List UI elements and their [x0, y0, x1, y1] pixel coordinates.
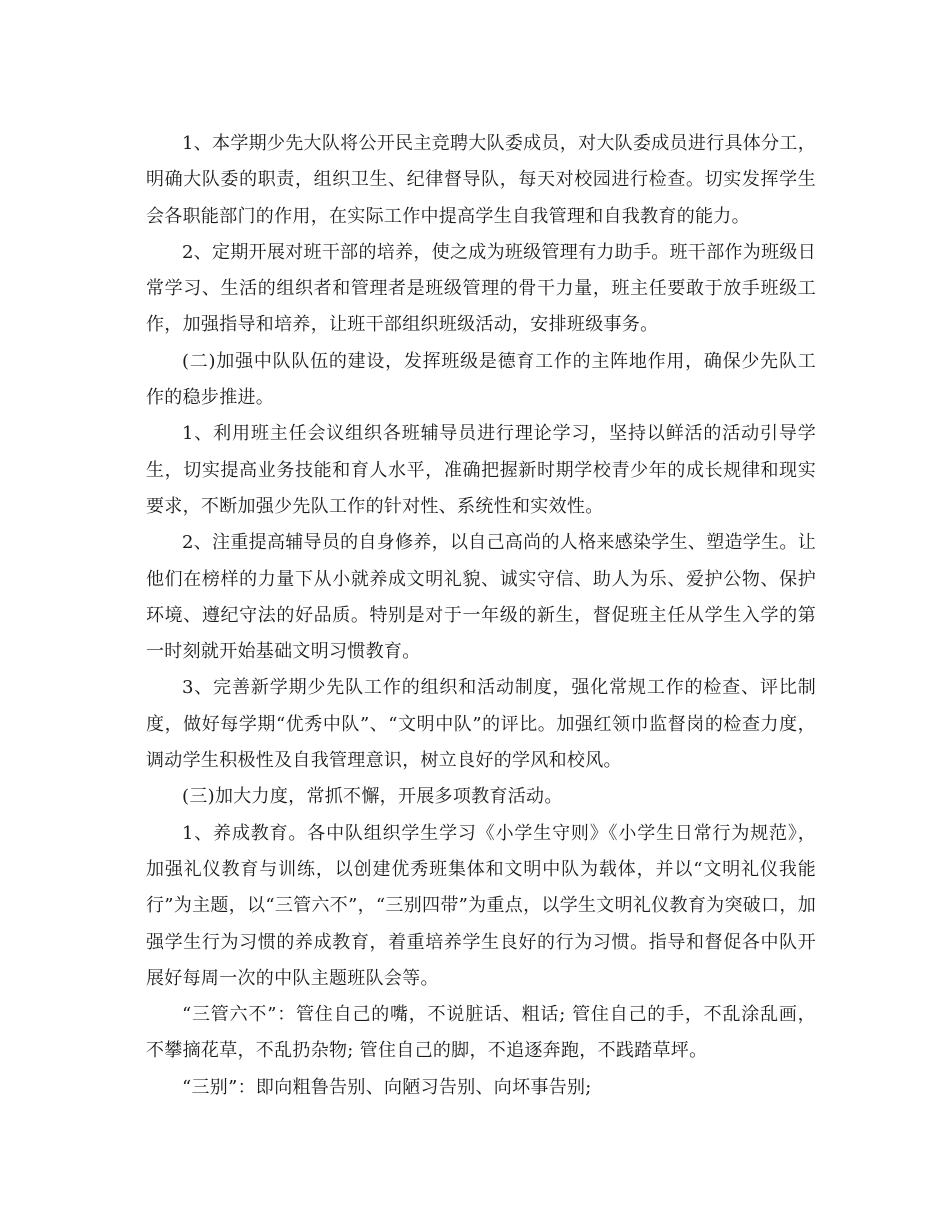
- section-heading-3: (三)加大力度，常抓不懈，开展多项教育活动。: [182, 786, 563, 808]
- section-heading-2: (二)加强中队队伍的建设，发挥班级是德育工作的主阵地作用，确保少先队工作的稳步推进。: [146, 350, 816, 409]
- paragraph-7: “三管六不”：管住自己的嘴，不说脏话、粗话; 管住自己的手，不乱涂乱画，不攀摘花草，不乱扔杂物; 管住自己的脚，不追逐奔跑，不践踏草坪。: [146, 1004, 816, 1062]
- paragraph-3: 1、利用班主任会议组织各班辅导员进行理论学习，坚持以鲜活的活动引导学生，切实提高业务技能和育人水平，准确把握新时期学校青少年的成长规律和现实要求，不断加强少先队工作的针对性、系统性和实效性。: [146, 423, 816, 517]
- paragraph-6: 1、养成教育。各中队组织学生学习《小学生守则》《小学生日常行为规范》，加强礼仪教育与训练，以创建优秀班集体和文明中队为载体，并以“文明礼仪我能行”为主题，以“三管六不”，“三别四带”为重点，以学生文明礼仪教育为突破口，加强学生行为习惯的养成教育，着重培养学生良好的行为习惯。指导和督促各中队开展好每周一次的中队主题班队会等。: [146, 822, 816, 989]
- paragraph-4: 2、注重提高辅导员的自身修养，以自己高尚的人格来感染学生、塑造学生。让他们在榜样的力量下从小就养成文明礼貌、诚实守信、助人为乐、爱护公物、保护环境、遵纪守法的好品质。特别是对于一年级的新生，督促班主任从学生入学的第一时刻就开始基础文明习惯教育。: [146, 532, 816, 663]
- document-body: [146, 126, 816, 1106]
- paragraph-1: 1、本学期少先大队将公开民主竞聘大队委成员，对大队委成员进行具体分工，明确大队委的职责，组织卫生、纪律督导队，每天对校园进行检查。切实发挥学生会各职能部门的作用，在实际工作中提高学生自我管理和自我教育的能力。: [146, 133, 816, 227]
- paragraph-2: 2、定期开展对班干部的培养，使之成为班级管理有力助手。班干部作为班级日常学习、生活的组织者和管理者是班级管理的骨干力量，班主任要敢于放手班级工作，加强指导和培养，让班干部组织班级活动，安排班级事务。: [146, 241, 816, 336]
- paragraph-5: 3、完善新学期少先队工作的组织和活动制度，强化常规工作的检查、评比制度，做好每学期“优秀中队”、“文明中队”的评比。加强红领巾监督岗的检查力度，调动学生积极性及自我管理意识，树立良好的学风和校风。: [146, 677, 816, 772]
- paragraph-8: “三别”：即向粗鲁告别、向陋习告别、向坏事告别;: [182, 1076, 592, 1098]
